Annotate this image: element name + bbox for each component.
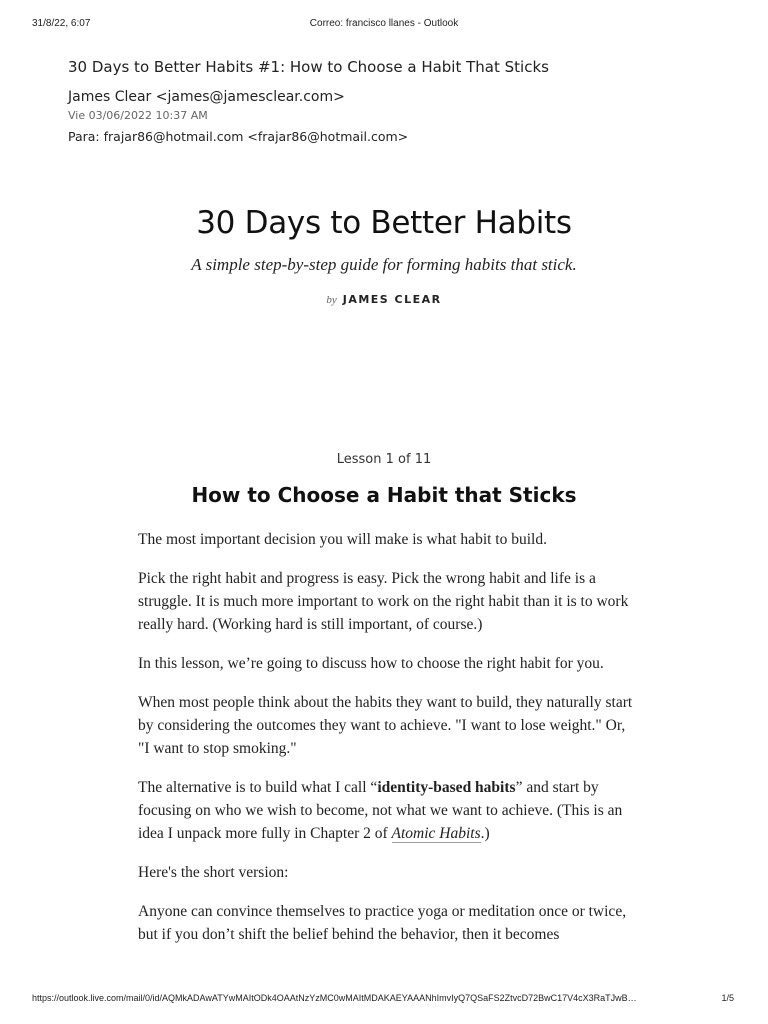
article-body (138, 528, 638, 962)
print-footer-url: https://outlook.live.com/mail/0/id/AQMkADAwATYwMAItODk4OAAtNzYzMC0wMAItMDAKAEYAAANhImvIyQ7QSaFS2ZtvcD72BwC17V4cX3RaTJwB… (32, 993, 637, 1003)
paragraph: Here's the short version: (138, 864, 289, 881)
paragraph-text: ” and start by focusing on who we wish to become, not what we want to achieve. (This is an idea I unpack more fully in Chapter 2 of (138, 779, 623, 842)
paragraph-text: .) (480, 825, 490, 842)
byline-by: by (326, 294, 337, 306)
paragraph: When most people think about the habits they want to build, they naturally start by considering the outcomes they want to achieve. "I want to lose weight." Or, "I want to stop smoking." (138, 694, 633, 757)
bold-term: identity-based habits (377, 779, 516, 796)
byline-author: JAMES CLEAR (342, 293, 442, 306)
paragraph: In this lesson, we’re going to discuss how to choose the right habit for you. (138, 655, 604, 672)
byline (0, 293, 768, 306)
lesson-heading: How to Choose a Habit that Sticks (191, 483, 577, 507)
atomic-habits-link[interactable]: Atomic Habits (391, 825, 481, 842)
print-header-datetime: 31/8/22, 6:07 (32, 18, 91, 29)
newsletter-hero (0, 205, 768, 306)
email-sender[interactable]: James Clear <james@jamesclear.com> (68, 89, 345, 105)
paragraph: Anyone can convince themselves to practice yoga or meditation once or twice, but if you don’t shift the belief behind the behavior, then it becomes (138, 903, 627, 943)
print-footer-page-number: 1/5 (721, 993, 734, 1003)
print-header-title: Correo: francisco llanes - Outlook (309, 18, 459, 29)
paragraph (138, 776, 638, 845)
email-subject: 30 Days to Better Habits #1: How to Choose a Habit That Sticks (68, 58, 549, 76)
email-header (68, 58, 708, 144)
lesson-label: Lesson 1 of 11 (336, 452, 432, 467)
paragraph: Pick the right habit and progress is easy. Pick the wrong habit and life is a struggle. It is much more important to work on the right habit than it is to work really hard. (Working hard is still important, of course.) (138, 570, 629, 633)
newsletter-title: 30 Days to Better Habits (196, 205, 572, 241)
email-date: Vie 03/06/2022 10:37 AM (68, 109, 208, 122)
paragraph-text: The alternative is to build what I call “ (138, 779, 378, 796)
newsletter-subtitle: A simple step-by-step guide for forming habits that stick. (191, 255, 577, 274)
email-recipient[interactable]: Para: frajar86@hotmail.com <frajar86@hotmail.com> (68, 129, 409, 144)
paragraph: The most important decision you will make is what habit to build. (138, 531, 547, 548)
